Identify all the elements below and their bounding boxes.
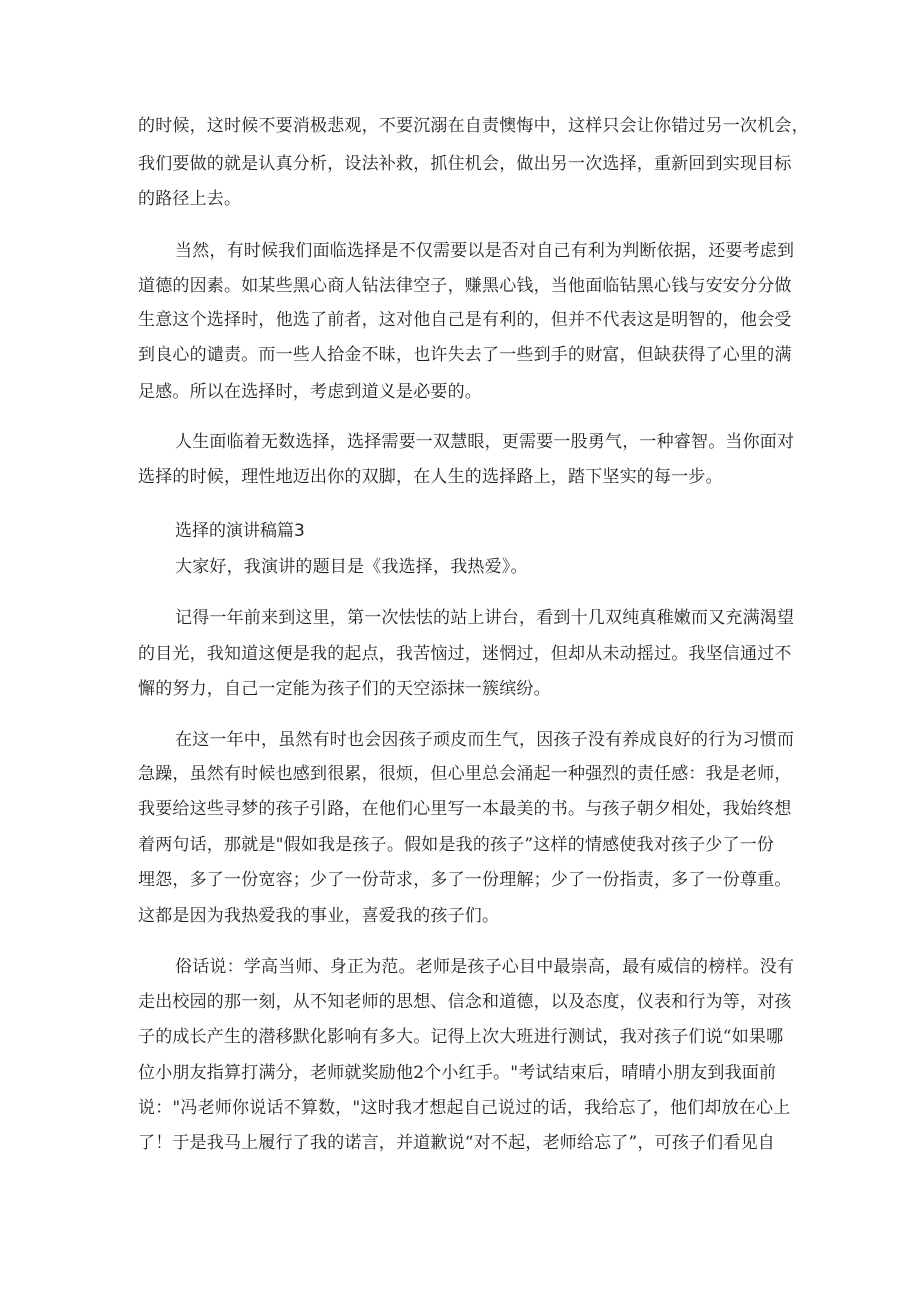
body-text-line: 了！于是我马上履行了我的诺言，并道歉说“对不起，老师给忘了”，可孩子们看见自 — [138, 1133, 775, 1153]
body-text-line: 急躁，虽然有时候也感到很累，很烦，但心里总会涌起一种强烈的责任感：我是老师， — [138, 764, 792, 784]
body-text-line: 的时候，这时候不要消极悲观，不要沉溺在自责懊悔中，这样只会让你错过另一次机会， — [138, 116, 809, 136]
body-text-line: 足感。所以在选择时，考虑到道义是必要的。 — [138, 382, 482, 402]
body-text-line: 这都是因为我热爱我的事业，喜爱我的孩子们。 — [138, 906, 500, 926]
body-text-line: 着两句话，那就是"假如我是孩子。假如是我的孩子”这样的情感使我对孩子少了一份 — [138, 835, 775, 855]
section-heading: 选择的演讲稿篇3 — [175, 521, 305, 541]
body-text-line: 当然，有时候我们面临选择是不仅需要以是否对自己有利为判断依据，还要考虑到 — [175, 241, 795, 261]
body-text-line: 的路径上去。 — [138, 189, 242, 209]
body-text-line: 懈的努力，自己一定能为孩子们的天空添抹一簇缤纷。 — [138, 679, 551, 699]
body-text-line: 记得一年前来到这里，第一次怯怯的站上讲台，看到十几双纯真稚嫩而又充满渴望 — [175, 608, 795, 628]
body-text-line: 俗话说：学高当师、身正为范。老师是孩子心目中最崇高，最有威信的榜样。没有 — [175, 957, 795, 977]
body-text-line: 道德的因素。如某些黑心商人钻法律空子，赚黑心钱，当他面临钻黑心钱与安安分分做 — [138, 276, 792, 296]
body-text-line: 选择的时候，理性地迈出你的双脚，在人生的选择路上，踏下坚实的每一步。 — [138, 467, 723, 487]
body-text-line: 到良心的谴责。而一些人拾金不昧，也许失去了一些到手的财富，但缺获得了心里的满 — [138, 345, 792, 365]
body-text-line: 我们要做的就是认真分析，设法补救，抓住机会，做出另一次选择，重新回到实现目标 — [138, 154, 792, 174]
body-text-line: 子的成长产生的潜移默化影响有多大。记得上次大班进行测试，我对孩子们说“如果哪 — [138, 1027, 784, 1047]
body-text-line: 人生面临着无数选择，选择需要一双慧眼，更需要一股勇气，一种睿智。当你面对 — [175, 432, 795, 452]
body-text-line: 位小朋友指算打满分，老师就奖励他2个小红手。"考试结束后，晴晴小朋友到我面前 — [138, 1063, 777, 1083]
body-text-line: 生意这个选择时，他选了前者，这对他自己是有利的，但并不代表这是明智的，他会受 — [138, 310, 792, 330]
body-text-line: 的目光，我知道这便是我的起点，我苦恼过，迷惘过，但却从未动摇过。我坚信通过不 — [138, 644, 792, 664]
body-text-line: 埋怨，多了一份宽容；少了一份苛求，多了一份理解；少了一份指责，多了一份尊重。 — [138, 870, 792, 890]
body-text-line: 说："冯老师你说话不算数，"这时我才想起自己说过的话，我给忘了，他们却放在心上 — [138, 1098, 791, 1118]
body-text-line: 我要给这些寻梦的孩子引路，在他们心里写一本最美的书。与孩子朝夕相处，我始终想 — [138, 799, 792, 819]
body-text-line: 大家好，我演讲的题目是《我选择，我热爱》。 — [175, 557, 528, 577]
body-text-line: 走出校园的那一刻，从不知老师的思想、信念和道德，以及态度，仪表和行为等，对孩 — [138, 992, 792, 1012]
body-text-line: 在这一年中，虽然有时也会因孩子顽皮而生气，因孩子没有养成良好的行为习惯而 — [175, 730, 795, 750]
